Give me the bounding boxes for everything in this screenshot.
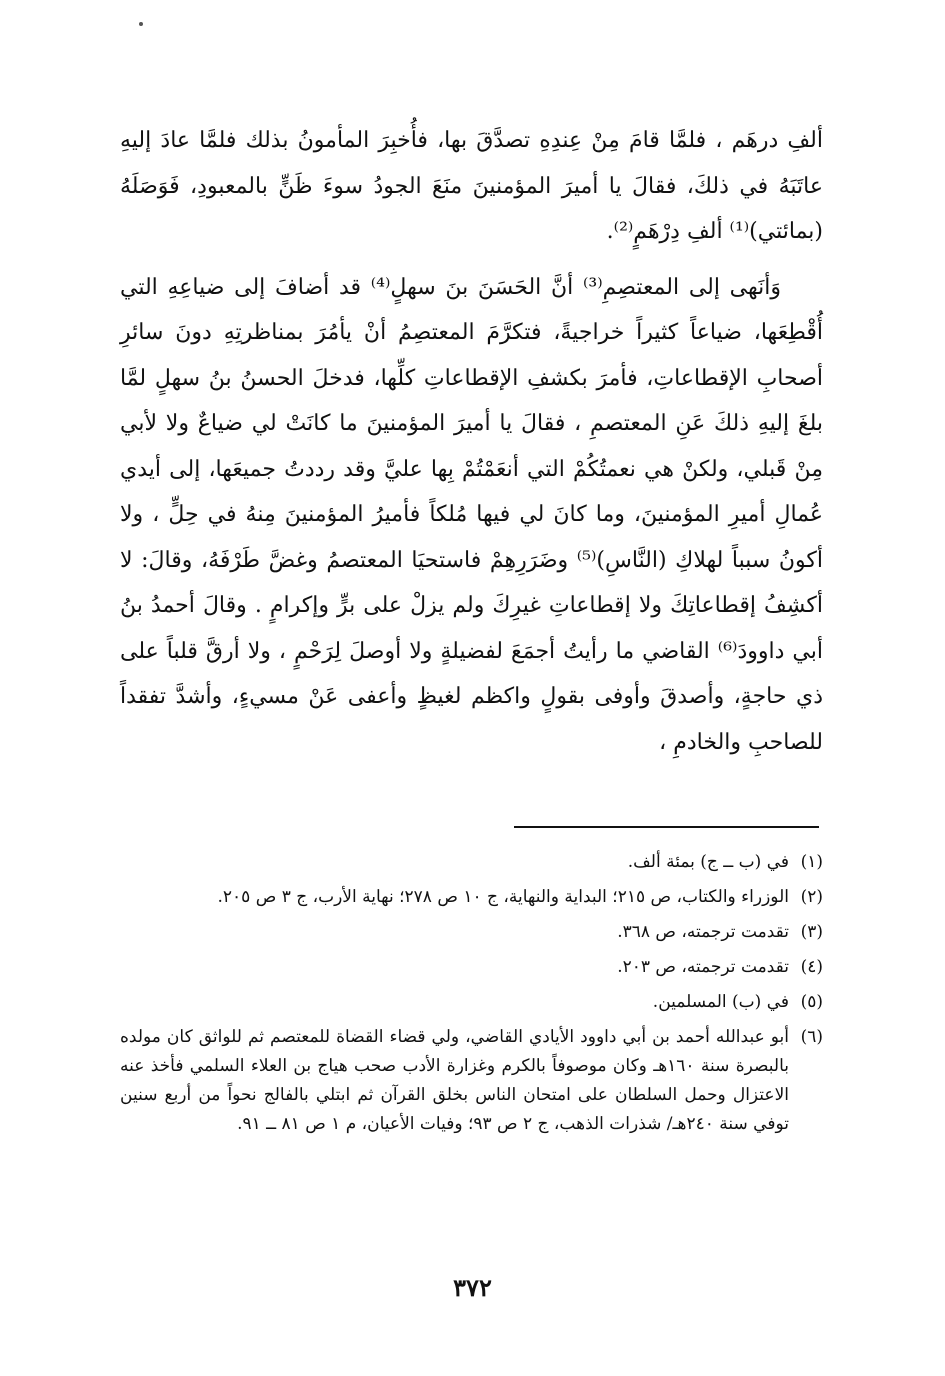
footnote-text: تقدمت ترجمته، ص ٣٦٨. xyxy=(617,922,789,942)
footnotes-list xyxy=(120,848,823,1145)
footnote-item xyxy=(120,1023,823,1139)
footnote-separator xyxy=(514,826,819,828)
footnote-item xyxy=(120,953,823,982)
footnote-text: في (ب ــ ج) بمئة ألف. xyxy=(627,852,789,872)
footnote-number: (٢) xyxy=(800,887,823,907)
footnote-item xyxy=(120,988,823,1017)
scan-speck xyxy=(139,22,143,26)
footnote-number: (٦) xyxy=(800,1027,823,1047)
footnote-number: (٤) xyxy=(800,957,823,977)
paragraph: ألفِ درهَم ، فلمَّا قامَ مِنْ عِندِهِ تصدَّقَ بها، فأُخبِرَ المأمونُ بذلك فلمَّا عادَ إليهِ عاتَبَهُ في ذلكَ، فقالَ يا أميرَ المؤمنينَ منَعَ الجودُ سوءَ ظَنٍّ بالمعبودِ، فَوَصَلَهُ (بمائتي)⁽¹⁾ ألفِ دِرْهَمٍ⁽²⁾. xyxy=(120,128,823,244)
footnote-number: (١) xyxy=(800,852,823,872)
footnote-text: في (ب) المسلمين. xyxy=(652,992,789,1012)
footnote-item xyxy=(120,848,823,877)
main-text xyxy=(120,118,823,765)
paragraph: وَأنَهى إلى المعتصِمِ⁽³⁾ أنَّ الحَسَنَ بنَ سهلٍ⁽⁴⁾ قد أضافَ إلى ضياعِهِ التي أُقْطِعَها، ضياعاً كثيراً خراجيةً، فتكرَّمَ المعتصِمُ أنْ يأمُرَ بمناظرتِهِ دونَ سائرِ أصحابِ الإقطاعاتِ، فأمرَ بكشفِ الإقطاعاتِ كلِّها، فدخلَ الحسنُ بنُ سهلٍ لمَّا بلغَ إليهِ ذلكَ عَنِ المعتصمِ ، فقالَ يا أميرَ المؤمنينَ ما كانَتْ لي ضياعٌ ولا لأبي مِنْ قَبلي، ولكنْ هي نعمتُكُمْ التي أنعَمْتُمْ بِها عليَّ وقد رددتُ جميعَها، إلى أيدي عُمالِ أميرِ المؤمنينَ، وما كانَ لي فيها مُلكاً فأميرُ المؤمنينَ مِنهُ في حِلٍّ ، ولا أكونُ سبباً لهلاكِ (النَّاسِ)⁽⁵⁾ وضَرَرِهِمْ فاستحيَا المعتصمُ وغضَّ طَرْفَهُ، وقالَ: لا أكشِفُ إقطاعاتِكَ ولا إقطاعاتِ غيرِكَ ولم يزلْ على برٍّ وإكرامٍ . وقالَ أحمدُ بنُ أبي داوودَ⁽⁶⁾ القاضي ما رأيتُ أجمَعَ لفضيلةٍ ولا أوصلَ لِرَحْمٍ ، ولا أرقَّ قلباً على ذي حاجةٍ، وأصدقَ وأوفى بقولٍ واكظم لغيظٍ وأعفى عَنْ مسيءٍ، وأشدَّ تفقداً للصاحبِ والخادمِ ، xyxy=(120,274,824,755)
footnote-number: (٣) xyxy=(800,922,823,942)
footnote-text: تقدمت ترجمته، ص ٢٠٣. xyxy=(617,957,789,977)
footnote-number: (٥) xyxy=(800,992,823,1012)
footnote-text: الوزراء والكتاب، ص ٢١٥؛ البداية والنهاية، ج ١٠ ص ٢٧٨؛ نهاية الأرب، ج ٣ ص ٢٠٥. xyxy=(217,887,789,907)
footnote-text: أبو عبدالله أحمد بن أبي داوود الأيادي القاضي، ولي قضاء القضاة للمعتصم ثم للواثق كان مولده بالبصرة سنة ١٦٠هـ وكان موصوفاً بالكرم وغزارة الأدب صحب هياج بن العلاء السلمي فأخذ عنه الاعتزال وحمل السلطان على امتحان الناس بخلق القرآن ثم ابتلي بالفالج نحواً من أربع سنين توفي سنة ٢٤٠هـ/ شذرات الذهب، ج ٢ ص ٩٣؛ وفيات الأعيان، م ١ ص ٨١ ــ ٩١. xyxy=(120,1027,789,1134)
page-number: ٣٧٢ xyxy=(453,1273,492,1302)
footnote-item xyxy=(120,918,823,947)
footnote-item xyxy=(120,883,823,912)
